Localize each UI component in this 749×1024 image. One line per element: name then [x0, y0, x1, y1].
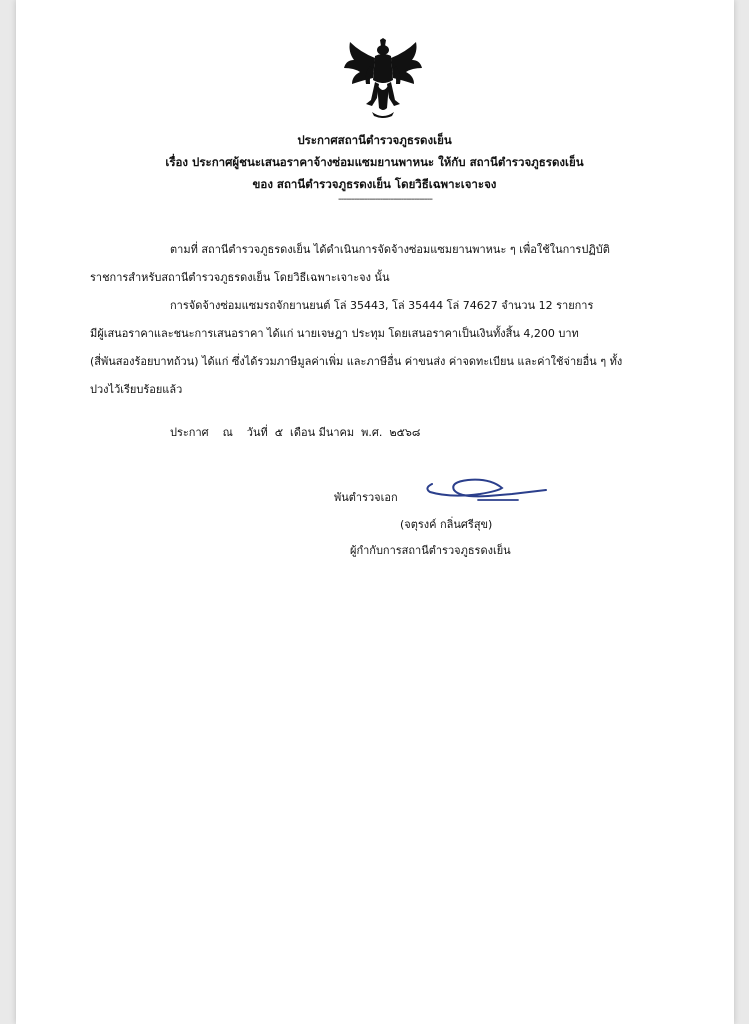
- paragraph-1-line-2: ราชการสำหรับสถานีตำรวจภูธรดงเย็น โดยวิธีเฉพาะเจาะจง นั้น: [90, 271, 390, 284]
- paragraph-2-line-4: ปวงไว้เรียบร้อยแล้ว: [90, 383, 183, 396]
- date-line: ประกาศ ณ วันที่ ๕ เดือน มีนาคม พ.ศ. ๒๕๖๘: [170, 426, 421, 439]
- paragraph-2-line-3: (สี่พันสองร้อยบาทถ้วน) ได้แก่ ซึ่งได้รวมภาษีมูลค่าเพิ่ม และภาษีอื่น ค่าขนส่ง ค่าจดทะเบียน และค่าใช้จ่ายอื่น ๆ ทั้ง: [90, 355, 623, 368]
- subject-line: เรื่อง ประกาศผู้ชนะเสนอราคาจ้างซ่อมแซมยานพาหนะ ให้กับ สถานีตำรวจภูธรดงเย็น: [165, 155, 584, 169]
- handwritten-signature: [420, 470, 555, 510]
- signatory-position: ผู้กำกับการสถานีตำรวจภูธรดงเย็น: [350, 544, 511, 557]
- issuer-line: ของ สถานีตำรวจภูธรดงเย็น โดยวิธีเฉพาะเจาะจง: [252, 177, 497, 191]
- garuda-emblem-icon: [342, 38, 424, 120]
- paragraph-2-line-2: มีผู้เสนอราคาและชนะการเสนอราคา ได้แก่ นายเจษฎา ประทุม โดยเสนอราคาเป็นเงินทั้งสิ้น 4,200 บาท: [90, 327, 579, 340]
- paragraph-2-line-1: การจัดจ้างซ่อมแซมรถจักยานยนต์ โล่ 35443, โล่ 35444 โล่ 74627 จำนวน 12 รายการ: [170, 299, 594, 312]
- paragraph-1-line-1: ตามที่ สถานีตำรวจภูธรดงเย็น ได้ดำเนินการจัดจ้างซ่อมแซมยานพาหนะ ๆ เพื่อใช้ในการปฏิบัติ: [170, 243, 610, 256]
- title-divider: ------------------------------------: [338, 194, 432, 205]
- announcement-title: ประกาศสถานีตำรวจภูธรดงเย็น: [297, 133, 452, 147]
- signatory-rank: พันตำรวจเอก: [334, 491, 398, 504]
- signatory-name: (จตุรงค์ กลิ่นศรีสุข): [400, 518, 493, 531]
